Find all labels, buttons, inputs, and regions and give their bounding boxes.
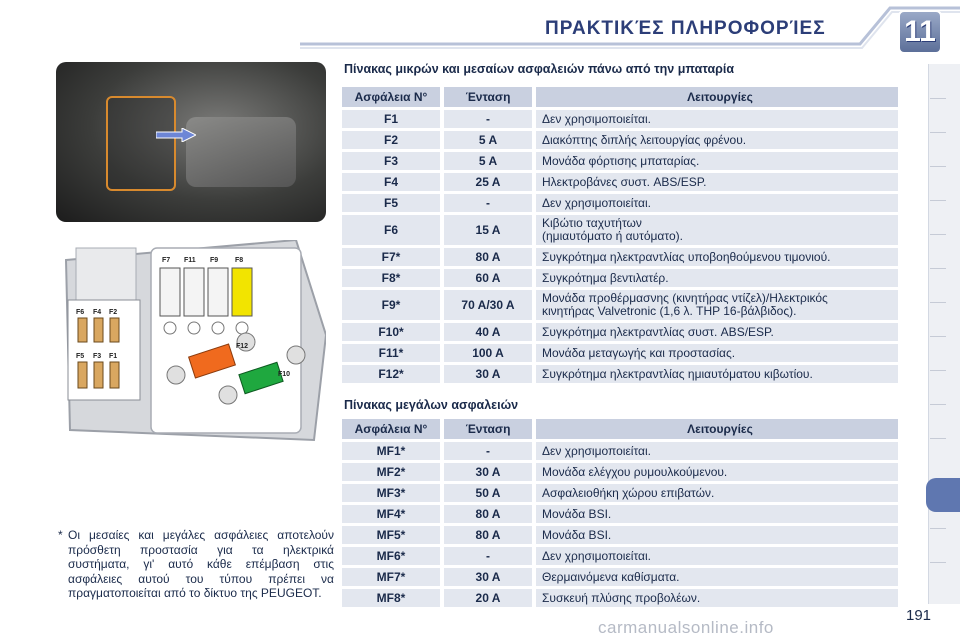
cell-fuse-number <box>342 290 440 320</box>
amperage-text: 80 A <box>475 507 501 521</box>
cell-function <box>532 568 898 586</box>
table-row <box>342 568 898 586</box>
cell-fuse-number <box>342 323 440 341</box>
col-header-function: Λειτουργίες <box>532 87 898 107</box>
table-row <box>342 526 898 544</box>
table-row <box>342 589 898 607</box>
footnote-text: Οι μεσαίες και μεγάλες ασφάλειες αποτελούν πρόσθετη προστασία για τα ηλεκτρικά συστήματα, γι' αυτό κάθε επέμβαση στις ασφάλειες αυτού του τύπου πρέπει να πραγματοποιείται από το δίκτυο της PEUGEOT. <box>68 528 334 600</box>
cell-function <box>532 269 898 287</box>
function-text: Μονάδα προθέρμασνης (κινητήρας ντίζελ)/Ηλεκτρικός <box>542 291 828 305</box>
cell-function <box>532 173 898 191</box>
table-header-row <box>342 419 898 439</box>
amperage-text: 60 A <box>475 271 501 285</box>
label-f11: F11 <box>184 257 196 264</box>
table-row <box>342 173 898 191</box>
amperage-text: - <box>486 196 490 210</box>
function-text: Συσκευή πλύσης προβολέων. <box>542 590 701 605</box>
table-row <box>342 463 898 481</box>
cell-function <box>532 463 898 481</box>
tab-divider <box>930 562 946 563</box>
col-header-fuse: Ασφάλεια N° <box>342 87 440 107</box>
col-header-fuse: Ασφάλεια N° <box>342 419 440 439</box>
cell-function <box>532 505 898 523</box>
cell-function <box>532 484 898 502</box>
label-f7: F7 <box>162 257 171 264</box>
fuse-number-text: F6 <box>383 223 398 237</box>
function-text: Ηλεκτροβάνες συστ. ABS/ESP. <box>542 174 707 189</box>
small-fuses-table <box>342 84 898 386</box>
cell-fuse-number <box>342 344 440 362</box>
cell-fuse-number <box>342 173 440 191</box>
amperage-text: 5 A <box>478 154 498 168</box>
tab-divider <box>930 438 946 439</box>
table-row <box>342 442 898 460</box>
function-text: Θερμαινόμενα καθίσματα. <box>542 569 680 584</box>
cell-amperage <box>440 344 532 362</box>
small-fuses-title: Πίνακας μικρών και μεσαίων ασφαλειών πάνω από την μπαταρία <box>344 62 735 76</box>
cell-fuse-number <box>342 152 440 170</box>
cell-function <box>532 290 898 320</box>
fuse-diagram <box>56 240 326 445</box>
fuse-number-text: F9* <box>381 298 401 312</box>
table-row <box>342 248 898 266</box>
cell-fuse-number <box>342 215 440 245</box>
cell-amperage <box>440 589 532 607</box>
tab-divider <box>930 166 946 167</box>
fuse-number-text: MF4* <box>376 507 406 521</box>
cell-amperage <box>440 110 532 128</box>
amperage-text: 100 A <box>472 346 504 360</box>
fuse-number-text: F1 <box>383 112 398 126</box>
footnote-star: * <box>58 528 63 542</box>
cell-amperage <box>440 173 532 191</box>
amperage-text: 80 A <box>475 528 501 542</box>
cell-amperage <box>440 152 532 170</box>
tab-divider <box>930 404 946 405</box>
fuse-number-text: MF7* <box>376 570 406 584</box>
fusebox-outline <box>106 96 176 191</box>
chapter-badge: 11 <box>898 10 942 54</box>
fuse-number-text: F11* <box>378 346 404 360</box>
cell-fuse-number <box>342 589 440 607</box>
amperage-text: 20 A <box>475 591 501 605</box>
function-text-line2: (ημιαυτόματο ή αυτόματο). <box>542 229 683 243</box>
tab-divider <box>930 336 946 337</box>
col-header-function: Λειτουργίες <box>532 419 898 439</box>
cell-function <box>532 110 898 128</box>
cell-amperage <box>440 568 532 586</box>
label-f8: F8 <box>235 257 244 264</box>
function-text-line2: κινητήρας Valvetronic (1,6 λ. THP 16-βάλβιδος). <box>542 304 797 318</box>
tab-active-chapter[interactable] <box>926 478 960 512</box>
cell-fuse-number <box>342 110 440 128</box>
cell-fuse-number <box>342 194 440 212</box>
cell-amperage <box>440 215 532 245</box>
cell-function <box>532 365 898 383</box>
cell-function <box>532 547 898 565</box>
amperage-text: 30 A <box>475 570 501 584</box>
page-number: 191 <box>906 607 932 624</box>
col-header-amperage: Ένταση <box>440 419 532 439</box>
table-row <box>342 365 898 383</box>
cell-function <box>532 442 898 460</box>
table-row <box>342 194 898 212</box>
table-row <box>342 323 898 341</box>
cell-amperage <box>440 269 532 287</box>
cell-function <box>532 589 898 607</box>
fuse-number-text: F5 <box>383 196 398 210</box>
label-f3: F3 <box>93 353 102 360</box>
cell-amperage <box>440 547 532 565</box>
cell-amperage <box>440 463 532 481</box>
page-title: ΠΡΑΚΤΙΚΈΣ ΠΛΗΡΟΦΟΡΊΕΣ <box>545 18 826 39</box>
function-text: Μονάδα ελέγχου ρυμουλκούμενου. <box>542 464 728 479</box>
table-header-row <box>342 87 898 107</box>
cell-fuse-number <box>342 526 440 544</box>
fuse-number-text: MF6* <box>376 549 406 563</box>
fuse-number-text: F2 <box>383 133 398 147</box>
cell-fuse-number <box>342 365 440 383</box>
cell-amperage <box>440 194 532 212</box>
label-f2: F2 <box>109 309 118 316</box>
table-row <box>342 547 898 565</box>
cell-amperage <box>440 505 532 523</box>
cell-function <box>532 323 898 341</box>
tab-divider <box>930 234 946 235</box>
function-text: Δεν χρησιμοποιείται. <box>542 548 651 563</box>
cell-function <box>532 131 898 149</box>
function-text: Μονάδα BSI. <box>542 506 612 521</box>
label-f6: F6 <box>76 309 85 316</box>
label-f1: F1 <box>109 353 118 360</box>
cell-function <box>532 194 898 212</box>
fuse-number-text: MF2* <box>376 465 406 479</box>
tab-divider <box>930 98 946 99</box>
fuse-number-text: F12* <box>378 367 404 381</box>
cell-fuse-number <box>342 269 440 287</box>
amperage-text: 30 A <box>475 367 501 381</box>
amperage-text: 30 A <box>475 465 501 479</box>
amperage-text: - <box>486 444 490 458</box>
function-text: Δεν χρησιμοποιείται. <box>542 111 651 126</box>
cell-function <box>532 152 898 170</box>
cell-fuse-number <box>342 547 440 565</box>
cell-fuse-number <box>342 248 440 266</box>
large-fuses-table <box>342 416 898 610</box>
cell-fuse-number <box>342 568 440 586</box>
fuse-number-text: MF1* <box>376 444 406 458</box>
cell-fuse-number <box>342 463 440 481</box>
table-row <box>342 505 898 523</box>
tab-divider <box>930 528 946 529</box>
function-text: Ασφαλειοθήκη χώρου επιβατών. <box>542 485 715 500</box>
cell-amperage <box>440 290 532 320</box>
label-f10: F10 <box>278 371 291 378</box>
fuse-number-text: F7* <box>381 250 401 264</box>
tab-divider <box>930 302 946 303</box>
function-text: Συγκρότημα ηλεκτραντλίας συστ. ABS/ESP. <box>542 324 774 339</box>
engine-bay-photo <box>56 62 326 222</box>
function-text: Μονάδα μεταγωγής και προστασίας. <box>542 345 736 360</box>
label-f4: F4 <box>93 309 102 316</box>
table-row <box>342 152 898 170</box>
label-f9: F9 <box>210 257 219 264</box>
amperage-text: 40 A <box>475 325 501 339</box>
cell-function <box>532 526 898 544</box>
tab-divider <box>930 370 946 371</box>
table-row <box>342 269 898 287</box>
label-f12: F12 <box>236 343 249 350</box>
amperage-text: 80 A <box>475 250 501 264</box>
cell-amperage <box>440 131 532 149</box>
amperage-text: - <box>486 549 490 563</box>
cell-function <box>532 248 898 266</box>
cell-fuse-number <box>342 484 440 502</box>
table-row <box>342 131 898 149</box>
cell-fuse-number <box>342 442 440 460</box>
function-text: Μονάδα BSI. <box>542 527 612 542</box>
cell-amperage <box>440 484 532 502</box>
cell-fuse-number <box>342 505 440 523</box>
amperage-text: - <box>486 112 490 126</box>
cell-amperage <box>440 442 532 460</box>
table-row <box>342 344 898 362</box>
tab-divider <box>930 132 946 133</box>
amperage-text: 25 A <box>475 175 501 189</box>
arrow-icon <box>156 128 196 142</box>
function-text: Διακόπτης διπλής λειτουργίας φρένου. <box>542 132 747 147</box>
table-row <box>342 484 898 502</box>
amperage-text: 70 A/30 A <box>461 298 515 312</box>
cell-fuse-number <box>342 131 440 149</box>
tab-divider <box>930 268 946 269</box>
function-text: Μονάδα φόρτισης μπαταρίας. <box>542 153 700 168</box>
cell-function <box>532 215 898 245</box>
fuse-number-text: F10* <box>378 325 404 339</box>
cell-amperage <box>440 323 532 341</box>
chapter-tab-strip <box>928 64 960 604</box>
table-row <box>342 110 898 128</box>
function-text: Δεν χρησιμοποιείται. <box>542 195 651 210</box>
label-f5: F5 <box>76 353 85 360</box>
tab-divider <box>930 200 946 201</box>
amperage-text: 15 A <box>475 223 501 237</box>
footnote <box>58 528 334 601</box>
cell-amperage <box>440 248 532 266</box>
watermark: carmanualsonline.info <box>598 618 774 637</box>
fuse-number-text: F3 <box>383 154 398 168</box>
large-fuses-title: Πίνακας μεγάλων ασφαλειών <box>344 398 519 412</box>
cell-function <box>532 344 898 362</box>
fuse-number-text: F8* <box>381 271 401 285</box>
fuse-number-text: F4 <box>383 175 398 189</box>
cell-amperage <box>440 365 532 383</box>
function-text: Συγκρότημα βεντιλατέρ. <box>542 270 669 285</box>
function-text: Συγκρότημα ηλεκτραντλίας υποβοηθούμενου τιμονιού. <box>542 249 831 264</box>
cell-amperage <box>440 526 532 544</box>
fuse-number-text: MF5* <box>376 528 406 542</box>
table-row <box>342 290 898 320</box>
function-text: Δεν χρησιμοποιείται. <box>542 443 651 458</box>
fuse-number-text: MF8* <box>376 591 406 605</box>
amperage-text: 5 A <box>478 133 498 147</box>
function-text: Κιβώτιο ταχυτήτων <box>542 216 642 230</box>
engine-cover <box>186 117 296 187</box>
fuse-number-text: MF3* <box>376 486 406 500</box>
amperage-text: 50 A <box>475 486 501 500</box>
function-text: Συγκρότημα ηλεκτραντλίας ημιαυτόματου κιβωτίου. <box>542 366 813 381</box>
col-header-amperage: Ένταση <box>440 87 532 107</box>
table-row <box>342 215 898 245</box>
